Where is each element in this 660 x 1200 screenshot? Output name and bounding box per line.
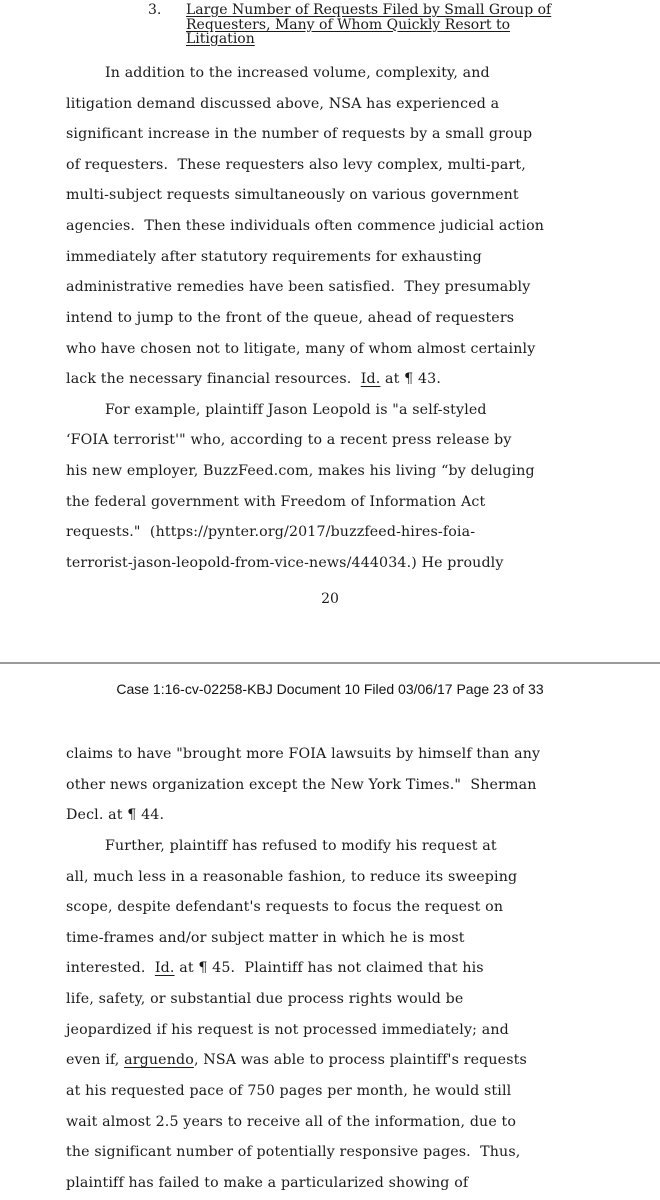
body-line: at his requested pace of 750 pages per month, he would still	[66, 1083, 512, 1099]
body-line: agencies. Then these individuals often commence judicial action	[66, 218, 545, 234]
body-line: In addition to the increased volume, complexity, and	[105, 65, 490, 81]
body-text: at ¶ 43.	[380, 371, 442, 387]
body-line: wait almost 2.5 years to receive all of the information, due to	[66, 1114, 517, 1130]
body-text: , NSA was able to process plaintiff's requests	[193, 1052, 527, 1068]
body-line: plaintiff has failed to make a particularized showing of	[66, 1175, 469, 1191]
body-line: jeopardized if his request is not processed immediately; and	[66, 1022, 509, 1038]
page-number: 20	[321, 591, 339, 607]
section-title-line: Large Number of Requests Filed by Small Group of	[186, 2, 552, 18]
body-line: significant increase in the number of requests by a small group	[66, 126, 533, 142]
section-title-line: Litigation	[186, 31, 255, 47]
body-text: interested.	[66, 960, 155, 976]
body-line: terrorist-jason-leopold-from-vice-news/444034.) He proudly	[66, 555, 504, 571]
body-line: other news organization except the New York Times." Sherman	[66, 777, 537, 793]
body-line: his new employer, BuzzFeed.com, makes his living “by deluging	[66, 463, 535, 479]
emphasis-arguendo: arguendo	[124, 1052, 194, 1068]
body-line: multi-subject requests simultaneously on various government	[66, 187, 519, 203]
citation-id: Id.	[360, 371, 381, 387]
body-line: claims to have "brought more FOIA lawsuits by himself than any	[66, 746, 541, 762]
section-number: 3.	[148, 2, 162, 18]
body-line: administrative remedies have been satisfied. They presumably	[66, 279, 531, 295]
body-line: who have chosen not to litigate, many of whom almost certainly	[66, 341, 536, 357]
body-line: ‘FOIA terrorist'" who, according to a recent press release by	[66, 432, 512, 448]
body-line	[66, 371, 441, 387]
section-title-line: Requesters, Many of Whom Quickly Resort to	[186, 16, 511, 33]
body-line: the significant number of potentially responsive pages. Thus,	[66, 1144, 521, 1160]
body-text: at ¶ 45. Plaintiff has not claimed that his	[174, 960, 484, 976]
body-line: Decl. at ¶ 44.	[66, 807, 165, 823]
body-line: Further, plaintiff has refused to modify his request at	[105, 838, 497, 854]
body-line: intend to jump to the front of the queue, ahead of requesters	[66, 310, 515, 326]
body-line: of requesters. These requesters also levy complex, multi-part,	[66, 157, 526, 173]
body-line: litigation demand discussed above, NSA has experienced a	[66, 96, 500, 112]
body-line	[66, 960, 484, 976]
body-line	[66, 1052, 527, 1068]
citation-id: Id.	[154, 960, 175, 976]
body-line: For example, plaintiff Jason Leopold is "a self-styled	[105, 402, 487, 418]
case-header: Case 1:16-cv-02258-KBJ Document 10 Filed 03/06/17 Page 23 of 33	[116, 681, 544, 697]
body-line: all, much less in a reasonable fashion, to reduce its sweeping	[66, 869, 518, 885]
body-line: life, safety, or substantial due process rights would be	[66, 991, 464, 1007]
section-title	[186, 3, 551, 47]
body-line: requests." (https://pynter.org/2017/buzzfeed-hires-foia-	[66, 524, 476, 540]
body-line: immediately after statutory requirements for exhausting	[66, 249, 482, 265]
body-line: time-frames and/or subject matter in which he is most	[66, 930, 465, 946]
body-line: scope, despite defendant's requests to focus the request on	[66, 899, 504, 915]
body-line: the federal government with Freedom of Information Act	[66, 494, 486, 510]
document-page-23	[0, 664, 660, 1200]
body-text: lack the necessary financial resources.	[66, 371, 361, 387]
body-text: even if,	[66, 1052, 125, 1068]
